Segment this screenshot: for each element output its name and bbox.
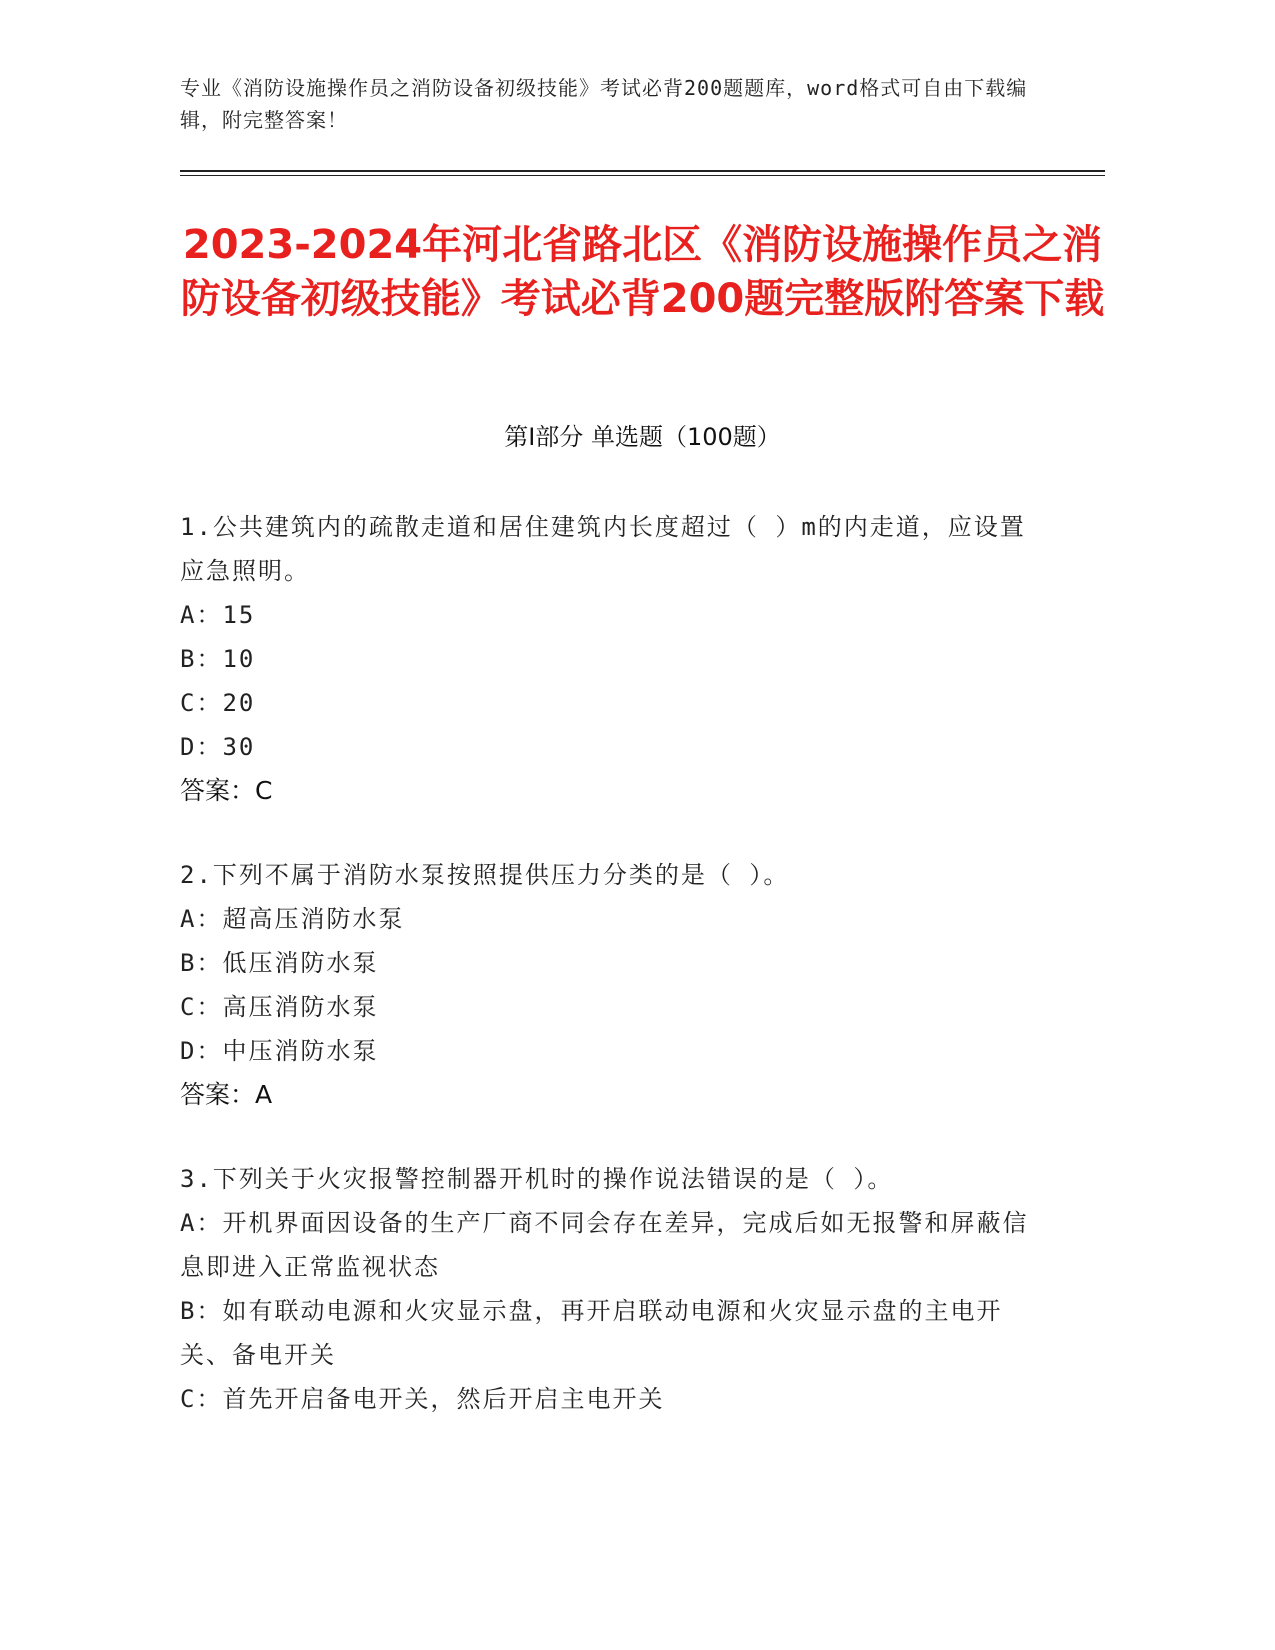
section-title: 第Ⅰ部分 单选题（100题） [504,423,781,451]
option-a: A：15 [180,601,256,629]
document-title: 2023-2024年河北省路北区《消防设施操作员之消防设备初级技能》考试必背200题完整版附答案下载 [180,222,1105,322]
question-2 [180,853,1040,1117]
option-d: D：中压消防水泵 [180,1037,379,1065]
answer: 答案：A [180,1080,273,1109]
question-stem: 3.下列关于火灾报警控制器开机时的操作说法错误的是（ ）。 [180,1165,894,1193]
header-rule-thick [180,170,1105,172]
question-list [180,505,1040,1461]
option-c: C：20 [180,689,256,717]
option-c: C：首先开启备电开关，然后开启主电开关 [180,1385,665,1413]
option-a: A：超高压消防水泵 [180,905,405,933]
option-b: B：10 [180,645,256,673]
header-note: 专业《消防设施操作员之消防设备初级技能》考试必背200题题库，word格式可自由下载编辑，附完整答案！ [180,76,1028,132]
option-c: C：高压消防水泵 [180,993,379,1021]
option-b: B：低压消防水泵 [180,949,379,977]
option-b: B：如有联动电源和火灾显示盘，再开启联动电源和火灾显示盘的主电开关、备电开关 [180,1297,1003,1369]
question-stem: 1.公共建筑内的疏散走道和居住建筑内长度超过（ ）m的内走道，应设置应急照明。 [180,513,1026,585]
question-3 [180,1157,1040,1421]
question-1 [180,505,1040,813]
question-stem: 2.下列不属于消防水泵按照提供压力分类的是（ ）。 [180,861,790,889]
option-d: D：30 [180,733,256,761]
option-a: A：开机界面因设备的生产厂商不同会存在差异，完成后如无报警和屏蔽信息即进入正常监视状态 [180,1209,1029,1281]
answer: 答案：C [180,776,273,805]
header-rule-thin [180,175,1105,176]
